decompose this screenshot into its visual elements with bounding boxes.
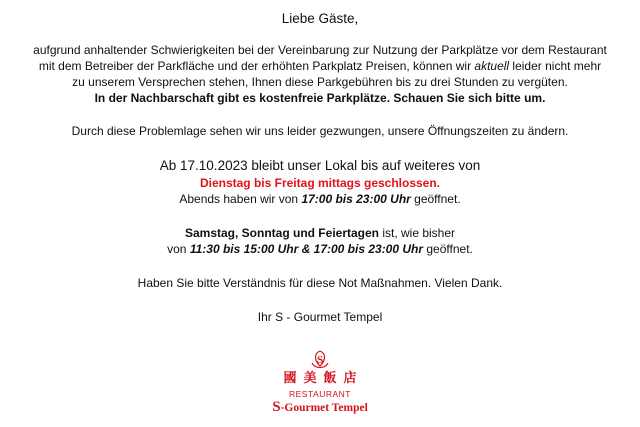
logo-restaurant-name xyxy=(250,400,390,415)
logo-emblem-icon xyxy=(309,350,331,370)
closure-date-line: Ab 17.10.2023 bleibt unser Lokal bis auf weiteres von xyxy=(159,158,481,173)
text-segment: leider nicht mehr xyxy=(509,59,602,73)
weekend-days: Samstag, Sonntag und Feiertagen xyxy=(184,226,379,240)
logo-restaurant-label: RESTAURANT xyxy=(289,389,351,399)
logo-emblem-letter: S xyxy=(316,354,324,366)
paragraph-2: Durch diese Problemlage sehen wir uns leider gezwungen, unsere Öffnungszeiten zu ändern. xyxy=(71,124,569,138)
evening-hours xyxy=(0,191,640,207)
paragraph-1-line-3: zu unserem Versprechen stehen, Ihnen diese Parkgebühren bis zu drei Stunden zu vergüten. xyxy=(72,75,568,89)
restaurant-logo xyxy=(250,350,390,422)
weekend-line-1 xyxy=(0,225,640,241)
text-segment: von xyxy=(167,242,190,256)
text-segment: Abends haben wir von xyxy=(179,192,302,206)
weekend-time: 11:30 bis 15:00 Uhr & 17:00 bis 23:00 Uhr xyxy=(189,242,424,256)
paragraph-1-line-2 xyxy=(0,58,640,74)
evening-time: 17:00 bis 23:00 Uhr xyxy=(301,192,411,206)
closure-notice: Dienstag bis Freitag mittags geschlossen. xyxy=(199,176,441,190)
logo-chinese-name: 國美飯店 xyxy=(283,371,364,386)
weekend-hours xyxy=(0,241,640,257)
text-segment: ist, wie bisher xyxy=(379,226,456,240)
signature: Ihr S - Gourmet Tempel xyxy=(257,310,383,324)
text-segment: geöffnet. xyxy=(410,192,461,206)
logo-name-rest: -Gourmet Tempel xyxy=(280,402,368,414)
greeting: Liebe Gäste, xyxy=(281,11,359,26)
emphasis-aktuell: aktuell xyxy=(474,59,510,73)
parking-hint: In der Nachbarschaft gibt es kostenfreie Parkplätze. Schauen Sie sich bitte um. xyxy=(94,91,546,105)
logo-name-initial: S xyxy=(272,399,281,415)
paragraph-1-line-1: aufgrund anhaltender Schwierigkeiten bei der Vereinbarung zur Nutzung der Parkplätze vor dem Restaurant xyxy=(33,43,607,57)
text-segment: mit dem Betreiber der Parkfläche und der erhöhten Parkplatz Preisen, können wir xyxy=(38,59,475,73)
notice-text xyxy=(0,10,640,325)
text-segment: geöffnet. xyxy=(423,242,473,256)
paragraph-5: Haben Sie bitte Verständnis für diese Not Maßnahmen. Vielen Dank. xyxy=(137,276,503,290)
